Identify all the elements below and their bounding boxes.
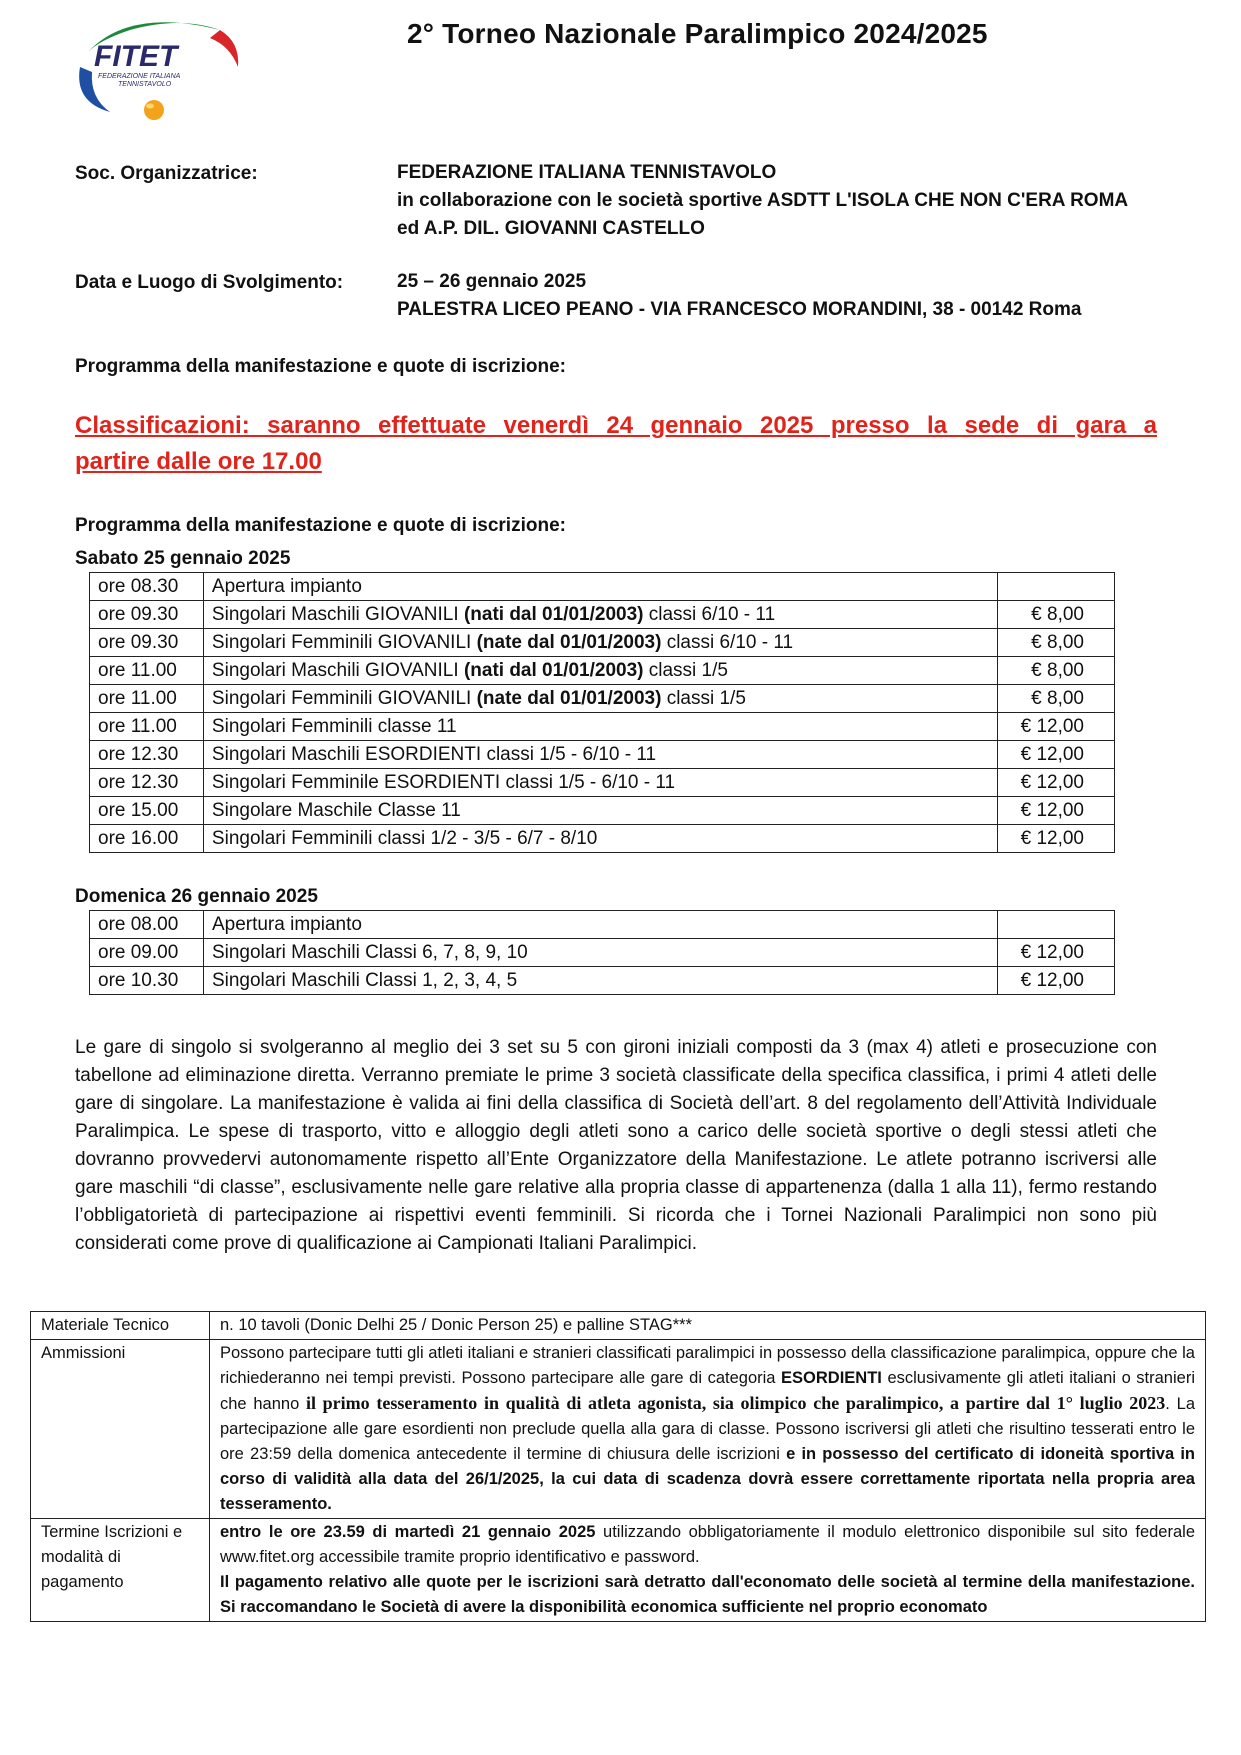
schedule-event-pre: Singolari Femminili classi 1/2 - 3/5 - 6/7 - 8/10	[211, 827, 598, 849]
admissions-bold-3: e in possesso del certificato di idoneità sportiva in corso di validità alla data del 26/1/2025, la cui data di scadenza dovrà essere correttamente riportata nella propria area tesseramento.	[220, 1445, 1195, 1513]
schedule-time: ore 10.30	[90, 967, 204, 995]
material-value: n. 10 tavoli (Donic Delhi 25 / Donic Person 25) e palline STAG***	[210, 1312, 1206, 1340]
logo-red-swoosh	[210, 30, 238, 67]
schedule-event	[203, 741, 997, 769]
schedule-event-pre: Singolari Maschili Classi 6, 7, 8, 9, 10	[211, 941, 528, 963]
schedule-event-post: classi 6/10 - 11	[643, 603, 776, 625]
logo-subtitle-1: FEDERAZIONE ITALIANA	[98, 73, 181, 80]
admissions-label: Ammissioni	[31, 1340, 210, 1519]
page-title: 2° Torneo Nazionale Paralimpico 2024/2025	[407, 18, 988, 49]
schedule-event	[203, 769, 997, 797]
schedule-time: ore 12.30	[90, 769, 204, 797]
deadline-text-1: utilizzando obbligatoriamente il modulo elettronico disponibile sul sito federale www.fitet.org accessibile tramite proprio identificativo e password.	[220, 1523, 1195, 1566]
saturday-schedule-row	[90, 657, 1115, 685]
schedule-event-bold: (nati dal 01/01/2003)	[463, 603, 644, 625]
schedule-event-pre: Singolari Maschili Classi 1, 2, 3, 4, 5	[211, 969, 518, 991]
info-row-deadline	[31, 1519, 1206, 1622]
sunday-heading: Domenica 26 gennaio 2025	[75, 886, 318, 907]
schedule-price: € 12,00	[998, 713, 1115, 741]
logo-ball-icon	[144, 100, 164, 120]
sunday-schedule-row	[90, 967, 1115, 995]
saturday-schedule-row	[90, 741, 1115, 769]
saturday-schedule-body	[90, 573, 1115, 853]
sunday-schedule-body	[90, 911, 1115, 995]
saturday-schedule-row	[90, 601, 1115, 629]
organizer-block	[397, 159, 1128, 243]
schedule-price: € 8,00	[998, 685, 1115, 713]
schedule-event-post: classi 6/10 - 11	[661, 631, 794, 653]
schedule-price: € 8,00	[998, 629, 1115, 657]
schedule-time: ore 09.30	[90, 601, 204, 629]
schedule-event	[203, 573, 997, 601]
schedule-event	[203, 629, 997, 657]
logo-subtitle-2: TENNISTAVOLO	[118, 81, 172, 88]
logo-text: FITET	[94, 40, 178, 73]
schedule-time: ore 11.00	[90, 657, 204, 685]
schedule-time: ore 12.30	[90, 741, 204, 769]
deadline-bold-1: entro le ore 23.59 di martedì 21 gennaio 2025	[220, 1523, 596, 1541]
schedule-event-pre: Singolari Maschili GIOVANILI	[211, 659, 464, 681]
schedule-event	[203, 911, 997, 939]
schedule-event-pre: Singolari Femminili GIOVANILI	[211, 631, 477, 653]
saturday-schedule-row	[90, 629, 1115, 657]
schedule-event-post: classi 1/5	[643, 659, 728, 681]
rules-paragraph: Le gare di singolo si svolgeranno al meglio dei 3 set su 5 con gironi iniziali composti da 3 (max 4) atleti e prosecuzione con tabellone ad eliminazione diretta. Verranno premiate le prime 3 società classificate della specifica classifica, i primi 4 atleti delle gare di singolare. La manifestazione è valida ai fini della classifica di Società dell’art. 8 del regolamento dell’Attività Individuale Paralimpica. Le spese di trasporto, vitto e alloggio degli atleti sono a carico delle società sportive o degli stessi atleti che dovranno provvedervi autonomamente rispetto all’Ente Organizzatore della Manifestazione. Le atlete potranno iscriversi alle gare maschili “di classe”, esclusivamente nelle gare relative alla propria classe di appartenenza (dalla 1 alla 11), fermo restando l’obbligatorietà di partecipazione ai rispettivi eventi femminili. Si ricorda che i Tornei Nazionali Paralimpici non sono più considerati come prove di qualificazione ai Campionati Italiani Paralimpici.	[75, 1037, 1157, 1254]
fitet-logo	[70, 12, 245, 127]
organizer-line-3: ed A.P. DIL. GIOVANNI CASTELLO	[397, 218, 705, 239]
schedule-time: ore 09.30	[90, 629, 204, 657]
organizer-line-2: in collaborazione con le società sportive ASDTT L'ISOLA CHE NON C'ERA ROMA	[397, 190, 1129, 211]
venue-label: Data e Luogo di Svolgimento:	[75, 272, 344, 293]
schedule-event-pre: Apertura impianto	[211, 913, 362, 935]
sunday-schedule-table	[89, 910, 1115, 995]
admissions-value	[210, 1340, 1206, 1519]
program-heading: Programma della manifestazione e quote di iscrizione:	[75, 356, 566, 377]
material-label: Materiale Tecnico	[31, 1312, 210, 1340]
admissions-text-3: . La partecipazione alle gare esordienti non preclude quella alla gara di classe. Possono iscriversi gli atleti che risultino tesserati entro le ore 23:59 della domenica antecedente il termine di chiusura delle iscrizioni	[220, 1395, 1195, 1463]
schedule-event-pre: Singolari Femminile ESORDIENTI classi 1/5 - 6/10 - 11	[211, 771, 676, 793]
saturday-schedule-row	[90, 685, 1115, 713]
schedule-time: ore 15.00	[90, 797, 204, 825]
schedule-price: € 12,00	[998, 769, 1115, 797]
saturday-schedule-row	[90, 769, 1115, 797]
venue-block	[397, 268, 1081, 324]
program-heading-2: Programma della manifestazione e quote di iscrizione:	[75, 515, 566, 536]
schedule-event	[203, 601, 997, 629]
schedule-price: € 8,00	[998, 657, 1115, 685]
schedule-event	[203, 685, 997, 713]
schedule-event	[203, 967, 997, 995]
schedule-event	[203, 713, 997, 741]
logo-ball-highlight	[146, 104, 154, 109]
schedule-event-bold: (nate dal 01/01/2003)	[476, 631, 662, 653]
schedule-event-pre: Singolari Femminili classe 11	[211, 715, 457, 737]
deadline-bold-2: Il pagamento relativo alle quote per le iscrizioni sarà detratto dall'economato delle società al termine della manifestazione. Si raccomandano le Società di avere la disponibilità economica sufficiente nel proprio economato	[220, 1573, 1195, 1616]
schedule-event-pre: Singolari Maschili GIOVANILI	[211, 603, 464, 625]
admissions-text-2: esclusivamente gli atleti italiani o stranieri che hanno	[220, 1369, 1195, 1413]
schedule-time: ore 16.00	[90, 825, 204, 853]
schedule-price: € 12,00	[998, 825, 1115, 853]
saturday-schedule-row	[90, 825, 1115, 853]
schedule-event-pre: Singolare Maschile Classe 11	[211, 799, 461, 821]
sunday-schedule-row	[90, 911, 1115, 939]
schedule-event-pre: Singolari Femminili GIOVANILI	[211, 687, 477, 709]
admissions-text-1: Possono partecipare tutti gli atleti italiani e stranieri classificati paralimpici in possesso della classificazione paralimpica, oppure che la richiederanno nei tempi previsti. Possono partecipare alle gare di categoria	[220, 1344, 1195, 1387]
admissions-bold-2: il primo tesseramento in qualità di atleta agonista, sia olimpico che paralimpico, a partire dal 1° luglio 2023	[306, 1393, 1166, 1413]
info-row-material	[31, 1312, 1206, 1340]
schedule-event-bold: (nate dal 01/01/2003)	[476, 687, 662, 709]
fitet-logo-graphic	[70, 12, 245, 127]
schedule-time: ore 09.00	[90, 939, 204, 967]
schedule-price: € 12,00	[998, 939, 1115, 967]
organizer-line-1: FEDERAZIONE ITALIANA TENNISTAVOLO	[397, 162, 777, 183]
saturday-heading: Sabato 25 gennaio 2025	[75, 548, 291, 569]
deadline-value	[210, 1519, 1206, 1622]
info-table	[30, 1311, 1206, 1622]
schedule-event	[203, 657, 997, 685]
schedule-event	[203, 825, 997, 853]
schedule-event-post: classi 1/5	[661, 687, 746, 709]
sunday-schedule-row	[90, 939, 1115, 967]
saturday-schedule-table	[89, 572, 1115, 853]
saturday-schedule-row	[90, 797, 1115, 825]
saturday-schedule-row	[90, 713, 1115, 741]
schedule-event-pre: Apertura impianto	[211, 575, 362, 597]
schedule-price: € 8,00	[998, 601, 1115, 629]
schedule-time: ore 11.00	[90, 713, 204, 741]
schedule-event-bold: (nati dal 01/01/2003)	[463, 659, 644, 681]
venue-dates: 25 – 26 gennaio 2025	[397, 271, 587, 292]
schedule-event	[203, 797, 997, 825]
schedule-event	[203, 939, 997, 967]
schedule-price	[998, 573, 1115, 601]
organizer-label: Soc. Organizzatrice:	[75, 163, 258, 184]
saturday-schedule-row	[90, 573, 1115, 601]
schedule-price: € 12,00	[998, 967, 1115, 995]
schedule-price: € 12,00	[998, 741, 1115, 769]
venue-place: PALESTRA LICEO PEANO - VIA FRANCESCO MORANDINI, 38 - 00142 Roma	[397, 299, 1082, 320]
schedule-time: ore 08.30	[90, 573, 204, 601]
schedule-price	[998, 911, 1115, 939]
info-row-admissions	[31, 1340, 1206, 1519]
schedule-time: ore 11.00	[90, 685, 204, 713]
classification-notice-line-1: Classificazioni: saranno effettuate venerdì 24 gennaio 2025 presso la sede di gara a	[75, 412, 1157, 439]
schedule-time: ore 08.00	[90, 911, 204, 939]
schedule-event-pre: Singolari Maschili ESORDIENTI classi 1/5 - 6/10 - 11	[211, 743, 657, 765]
deadline-label: Termine Iscrizioni e modalità di pagamento	[31, 1519, 210, 1622]
admissions-bold-1: ESORDIENTI	[781, 1369, 882, 1387]
schedule-price: € 12,00	[998, 797, 1115, 825]
classification-notice-line-2: partire dalle ore 17.00	[75, 448, 322, 475]
